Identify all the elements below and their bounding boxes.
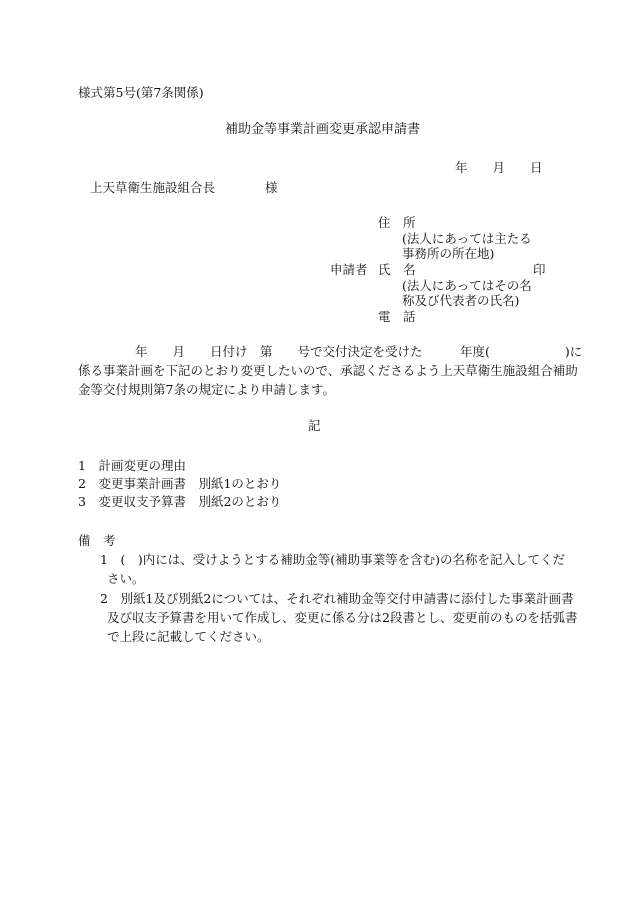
applicant-role-label: 申請者	[330, 262, 368, 277]
body-line-3: 金等交付規則第7条の規定により申請します。	[78, 382, 335, 397]
note-1-line-1: 1 ( )内には、受けようとする補助金等(補助事業等を含む)の名称を記入してくだ	[100, 552, 565, 567]
ki-heading: 記	[308, 418, 321, 433]
note-2-line-3: で上段に記載してください。	[107, 629, 270, 644]
note-1-line-2: さい。	[107, 571, 145, 586]
notes-heading: 備 考	[78, 533, 116, 548]
address-note-1: (法人にあっては主たる	[402, 231, 532, 246]
name-note-1: (法人にあってはその名	[402, 278, 532, 293]
form-number: 様式第5号(第7条関係)	[78, 85, 204, 100]
body-line-1: 年 月 日付け 第 号で交付決定を受けた 年度( )に	[135, 344, 583, 359]
list-item: 1 計画変更の理由	[78, 458, 186, 473]
address-note-2: 事務所の所在地)	[402, 246, 495, 261]
name-label: 氏 名	[378, 262, 416, 277]
note-2-line-2: 及び収支予算書を用いて作成し、変更に係る分は2段書とし、変更前のものを括弧書	[107, 610, 578, 625]
seal-mark: 印	[533, 262, 546, 277]
note-2-line-1: 2 別紙1及び別紙2については、それぞれ補助金等交付申請書に添付した事業計画書	[100, 591, 574, 606]
name-note-2: 称及び代表者の氏名)	[402, 293, 520, 308]
body-line-2: 係る事業計画を下記のとおり変更したいので、承認くださるよう上天草衛生施設組合補助	[78, 363, 578, 378]
phone-label: 電 話	[378, 309, 416, 324]
list-item: 2 変更事業計画書 別紙1のとおり	[78, 476, 282, 491]
addressee: 上天草衛生施設組合長 様	[90, 180, 278, 195]
date-line: 年 月 日	[455, 160, 543, 175]
address-label: 住 所	[378, 215, 416, 230]
document-title: 補助金等事業計画変更承認申請書	[225, 122, 421, 137]
list-item: 3 変更収支予算書 別紙2のとおり	[78, 494, 282, 509]
